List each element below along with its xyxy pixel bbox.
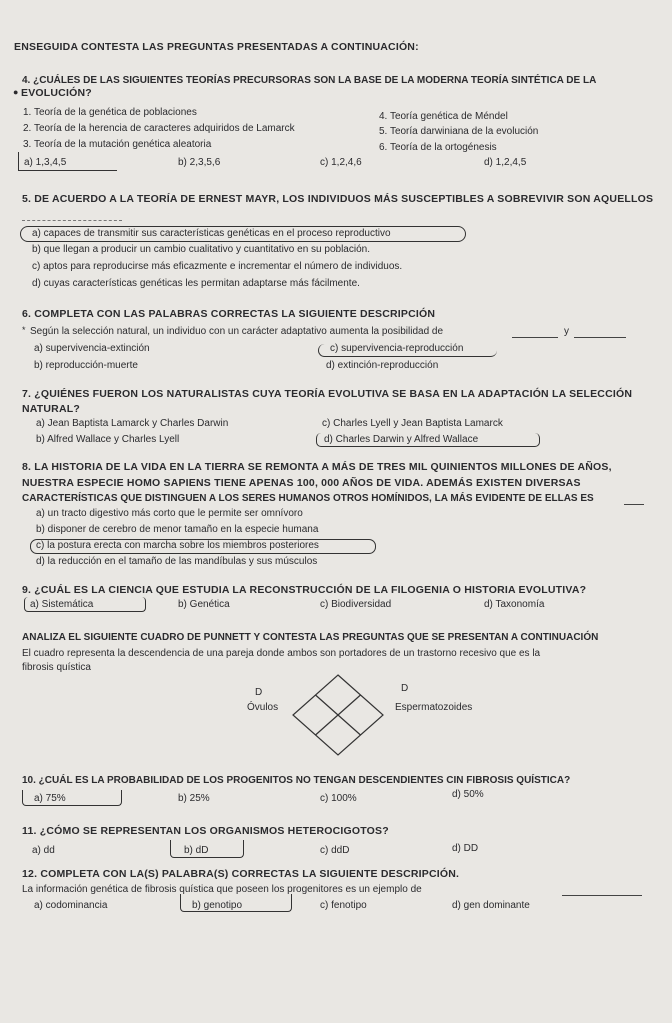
q8-stem-line3: CARACTERÍSTICAS QUE DISTINGUEN A LOS SERES HUMANOS OTROS HOMÍNIDOS, LA MÁS EVIDENTE DE ELLAS ES (22, 493, 594, 504)
q6-option-b[interactable]: b) reproducción-muerte (34, 360, 138, 371)
q12-stem: 12. COMPLETA CON LA(S) PALABRA(S) CORRECTAS LA SIGUIENTE DESCRIPCIÓN. (22, 868, 460, 880)
punnett-square (283, 653, 393, 763)
q6-stem: 6. COMPLETA CON LAS PALABRAS CORRECTAS LA SIGUIENTE DESCRIPCIÓN (22, 308, 436, 320)
q7-option-c[interactable]: c) Charles Lyell y Jean Baptista Lamarck (322, 418, 503, 429)
q11-option-c[interactable]: c) ddD (320, 845, 350, 856)
bullet-icon: ● (13, 87, 19, 97)
q4-item-5: 5. Teoría darwiniana de la evolución (379, 126, 539, 137)
q4-option-c[interactable]: c) 1,2,4,6 (320, 157, 362, 168)
q9-stem: 9. ¿CUÁL ES LA CIENCIA QUE ESTUDIA LA RECONSTRUCCIÓN DE LA FILOGENIA O HISTORIA EVOLUTIVA? (22, 584, 587, 596)
q9-option-b[interactable]: b) Genética (178, 599, 230, 610)
q6-option-c[interactable]: c) supervivencia-reproducción (330, 343, 464, 354)
instructions-heading: ENSEGUIDA CONTESTA LAS PREGUNTAS PRESENTADAS A CONTINUACIÓN: (14, 41, 419, 53)
q5-option-a[interactable]: a) capaces de transmitir sus características genéticas en el proceso reproductivo (32, 228, 391, 239)
q12-sentence: La información genética de fibrosis quística que poseen los progenitores es un ejemplo de (22, 884, 422, 895)
q4-option-a[interactable]: a) 1,3,4,5 (24, 157, 67, 168)
punnett-header: ANALIZA EL SIGUIENTE CUADRO DE PUNNETT Y CONTESTA LAS PREGUNTAS QUE SE PRESENTAN A CONTINUACIÓN (22, 632, 599, 643)
q8-option-b[interactable]: b) disponer de cerebro de menor tamaño en la especie humana (36, 524, 319, 535)
q5-option-b[interactable]: b) que llegan a producir un cambio cualitativo y cuantitativo en su población. (32, 244, 370, 255)
q10-stem: 10. ¿CUÁL ES LA PROBABILIDAD DE LOS PROGENITOS NO TENGAN DESCENDIENTES CIN FIBROSIS QUÍSTICA? (22, 775, 571, 786)
punnett-left-label: Óvulos (247, 702, 279, 713)
q12-option-b[interactable]: b) genotipo (192, 900, 243, 911)
q4-item-2: 2. Teoría de la herencia de caracteres adquiridos de Lamarck (23, 123, 295, 134)
q6-blank-1[interactable] (512, 337, 558, 338)
q6-sentence: Según la selección natural, un individuo con un carácter adaptativo aumenta la posibilidad de (30, 326, 444, 337)
q8-stem-line2: NUESTRA ESPECIE HOMO SAPIENS TIENE APENAS 100, 000 AÑOS DE VIDA. ADEMÁS EXISTEN DIVERSAS (22, 477, 581, 489)
q4-item-3: 3. Teoría de la mutación genética aleatoria (23, 139, 212, 150)
q9-option-c[interactable]: c) Biodiversidad (320, 599, 392, 610)
q11-option-b[interactable]: b) dD (184, 845, 209, 856)
q10-option-b[interactable]: b) 25% (178, 793, 210, 804)
q6-option-d[interactable]: d) extinción-reproducción (326, 360, 439, 371)
q4-item-4: 4. Teoría genética de Méndel (379, 111, 508, 122)
q4-item-6: 6. Teoría de la ortogénesis (379, 142, 497, 153)
q6-connector: y (564, 326, 569, 337)
q5-stem: 5. DE ACUERDO A LA TEORÍA DE ERNEST MAYR, LOS INDIVIDUOS MÁS SUSCEPTIBLES A SOBREVIVIR SON AQUELLOS (22, 193, 654, 205)
answer-mark-underline (96, 170, 116, 171)
q5-option-d[interactable]: d) cuyas características genéticas les permitan adaptarse más fácilmente. (32, 278, 360, 289)
q11-option-d[interactable]: d) DD (452, 843, 479, 854)
q4-stem-line1: 4. ¿CUÁLES DE LAS SIGUIENTES TEORÍAS PRECURSORAS SON LA BASE DE LA MODERNA TEORÍA SINTÉTICA DE LA (22, 75, 597, 86)
punnett-right-label: Espermatozoides (395, 702, 473, 713)
q8-option-d[interactable]: d) la reducción en el tamaño de las mandíbulas y sus músculos (36, 556, 318, 567)
q6-blank-2[interactable] (574, 337, 626, 338)
q7-stem-line2: NATURAL? (22, 403, 80, 415)
q10-option-c[interactable]: c) 100% (320, 793, 357, 804)
q12-answer-blank[interactable] (562, 895, 642, 896)
punnett-left-allele: D (255, 687, 263, 698)
q9-option-d[interactable]: d) Taxonomía (484, 599, 545, 610)
q8-answer-blank[interactable] (624, 504, 644, 505)
q8-option-c[interactable]: c) la postura erecta con marcha sobre los miembros posteriores (36, 540, 319, 551)
q5-option-c[interactable]: c) aptos para reproducirse más eficazmente e incrementar el número de individuos. (32, 261, 403, 272)
q11-stem: 11. ¿CÓMO SE REPRESENTAN LOS ORGANISMOS HETEROCIGOTOS? (22, 825, 389, 837)
q9-option-a[interactable]: a) Sistemática (30, 599, 94, 610)
q8-option-a[interactable]: a) un tracto digestivo más corto que le permite ser omnívoro (36, 508, 303, 519)
q12-option-c[interactable]: c) fenotipo (320, 900, 367, 911)
q11-option-a[interactable]: a) dd (32, 845, 55, 856)
q5-answer-blank[interactable] (22, 220, 122, 221)
q4-item-1: 1. Teoría de la genética de poblaciones (23, 107, 197, 118)
punnett-description-line1: El cuadro representa la descendencia de una pareja donde ambos son portadores de un trastorno recesivo que es la (22, 648, 541, 659)
q10-option-a[interactable]: a) 75% (34, 793, 66, 804)
punnett-right-allele: D (401, 683, 409, 694)
answer-mark (18, 152, 117, 171)
q4-option-d[interactable]: d) 1,2,4,5 (484, 157, 527, 168)
q4-stem-line2: EVOLUCIÓN? (21, 87, 92, 99)
q8-stem-line1: 8. LA HISTORIA DE LA VIDA EN LA TIERRA SE REMONTA A MÁS DE TRES MIL QUINIENTOS MILLONES DE AÑOS, (22, 461, 612, 473)
q7-option-d[interactable]: d) Charles Darwin y Alfred Wallace (324, 434, 479, 445)
q4-option-b[interactable]: b) 2,3,5,6 (178, 157, 221, 168)
q6-option-a[interactable]: a) supervivencia-extinción (34, 343, 150, 354)
q6-bullet: * (22, 325, 26, 335)
q7-stem-line1: 7. ¿QUIÉNES FUERON LOS NATURALISTAS CUYA TEORÍA EVOLUTIVA SE BASA EN LA ADAPTACIÓN LA SELECCIÓN (22, 388, 633, 400)
punnett-description-line2: fibrosis quística (22, 662, 91, 673)
q10-option-d[interactable]: d) 50% (452, 789, 484, 800)
q7-option-a[interactable]: a) Jean Baptista Lamarck y Charles Darwin (36, 418, 229, 429)
q7-option-b[interactable]: b) Alfred Wallace y Charles Lyell (36, 434, 180, 445)
q12-option-a[interactable]: a) codominancia (34, 900, 108, 911)
q12-option-d[interactable]: d) gen dominante (452, 900, 530, 911)
